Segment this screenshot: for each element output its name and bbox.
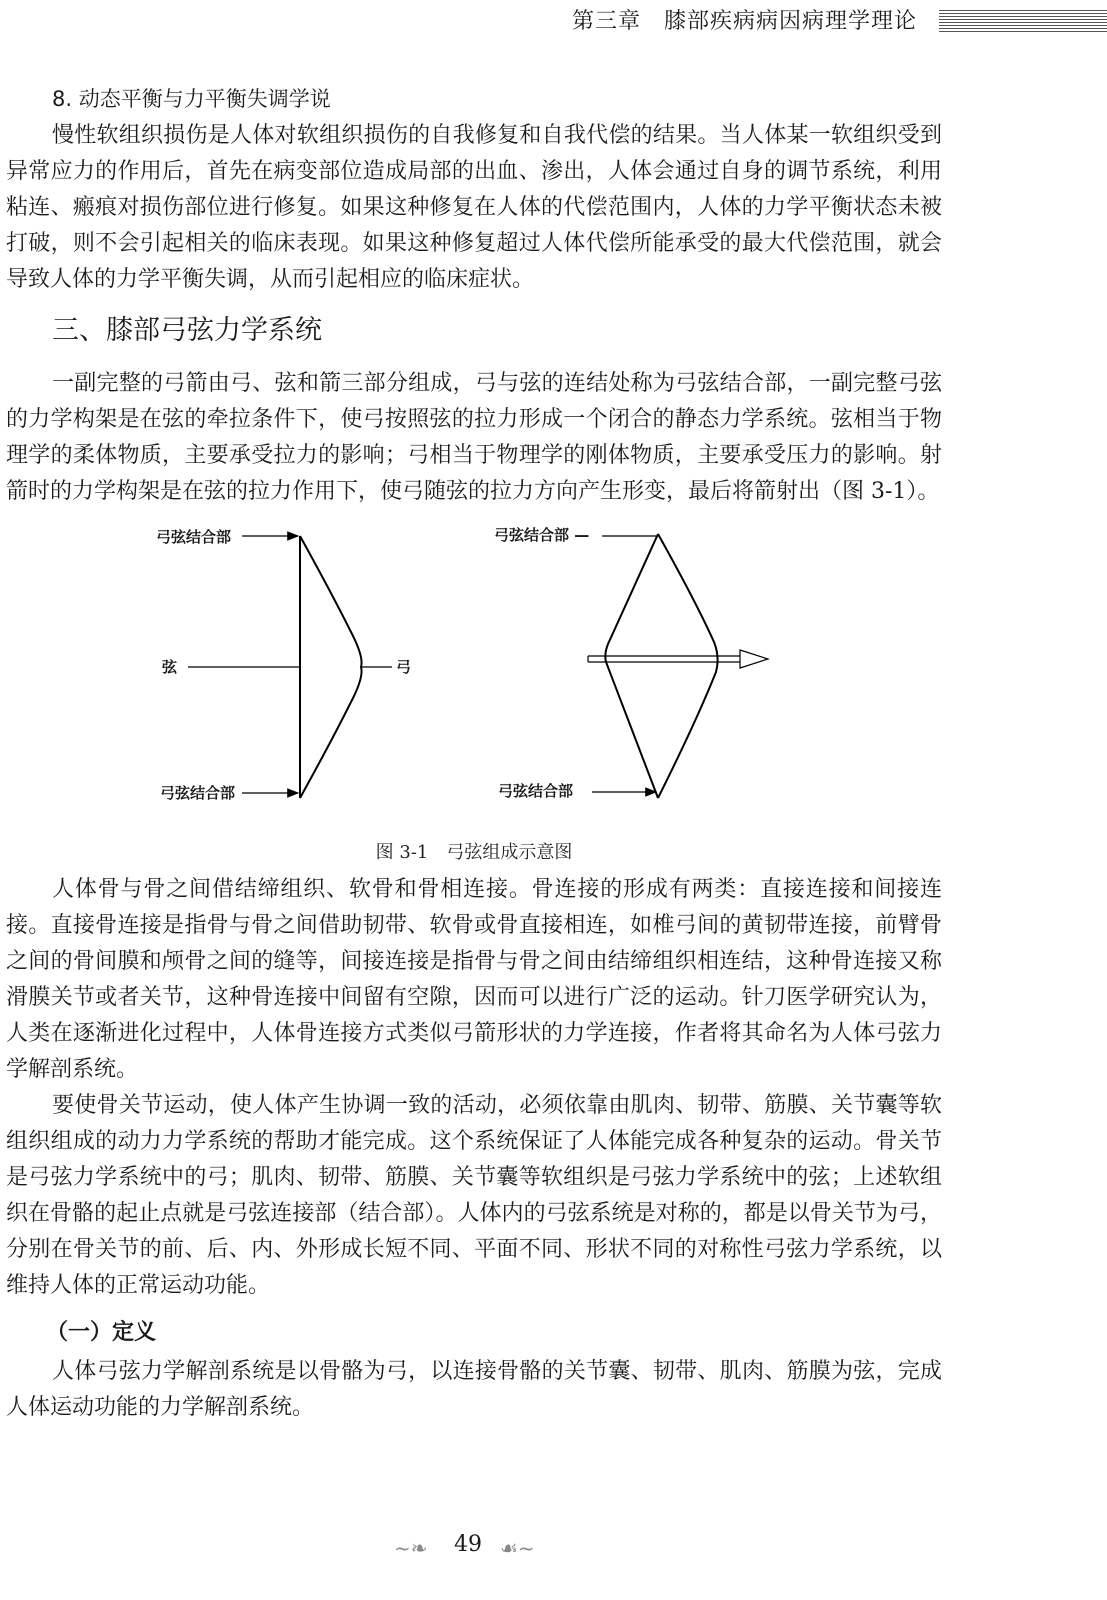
label-bow: 弓 bbox=[396, 658, 412, 676]
page-content bbox=[6, 80, 942, 1426]
bow-diagram-svg bbox=[6, 522, 942, 832]
right-flourish-icon: ☙~ bbox=[500, 1536, 535, 1560]
section-title: 三、膝部弓弦力学系统 bbox=[52, 315, 322, 346]
left-bow-curve bbox=[300, 536, 362, 798]
chapter-title: 第三章 膝部疾病病因病理学理论 bbox=[571, 9, 917, 34]
paragraph-bone-connection: 人体骨与骨之间借结缔组织、软骨和骨相连接。骨连接的形成有两类：直接连接和间接连接。直接骨连接是指骨与骨之间借助韧带、软骨或骨直接相连，如椎弓间的黄韧带连接，前臂骨之间的骨间膜和颅骨之间的缝等，间接连接是指骨与骨之间由结缔组织相连结，这种骨连接又称滑膜关节或者关节，这种骨连接中间留有空隙，因而可以进行广泛的运动。针刀医学研究认为，人类在逐渐进化过程中，人体骨连接方式类似弓箭形状的力学连接，作者将其命名为人体弓弦力学解剖系统。 bbox=[6, 877, 942, 1082]
subsection-heading-8: 8. 动态平衡与力平衡失调学说 bbox=[52, 87, 331, 111]
arrow-head bbox=[740, 650, 768, 668]
figure-bow-string-diagram bbox=[6, 522, 942, 872]
label-right-top-junction: 弓弦结合部 — bbox=[494, 526, 590, 544]
paragraph-dynamic-balance: 慢性软组织损伤是人体对软组织损伤的自我修复和自我代偿的结果。当人体某一软组织受到异常应力的作用后，首先在病变部位造成局部的出血、渗出，人体会通过自身的调节系统，利用粘连、瘢痕对损伤部位进行修复。如果这种修复在人体的代偿范围内，人体的力学平衡状态未被打破，则不会引起相关的临床表现。如果这种修复超过人体代偿所能承受的最大代偿范围，就会导致人体的力学平衡失调，从而引起相应的临床症状。 bbox=[6, 123, 942, 292]
left-flourish-icon: ~❧ bbox=[394, 1536, 428, 1560]
label-left-bottom-junction: 弓弦结合部 bbox=[160, 784, 236, 802]
paragraph-joint-motion: 要使骨关节运动，使人体产生协调一致的活动，必须依靠由肌肉、韧带、筋膜、关节囊等软组织组成的动力力学系统的帮助才能完成。这个系统保证了人体能完成各种复杂的运动。骨关节是弓弦力学系统中的弓；肌肉、韧带、筋膜、关节囊等软组织是弓弦力学系统中的弦；上述软组织在骨骼的起止点就是弓弦连接部（结合部）。人体内的弓弦系统是对称的，都是以骨关节为弓，分别在骨关节的前、后、内、外形成长短不同、平面不同、形状不同的对称性弓弦力学系统，以维持人体的正常运动功能。 bbox=[6, 1093, 942, 1298]
definition-heading: （一）定义 bbox=[46, 1319, 157, 1345]
label-string: 弦 bbox=[162, 658, 178, 676]
header-decorative-lines bbox=[939, 10, 1107, 32]
label-left-top-junction: 弓弦结合部 bbox=[156, 528, 232, 546]
page-header bbox=[0, 0, 1107, 40]
paragraph-definition: 人体弓弦力学解剖系统是以骨骼为弓，以连接骨骼的关节囊、韧带、肌肉、筋膜为弦，完成人体运动功能的力学解剖系统。 bbox=[6, 1359, 942, 1420]
right-bow-curve bbox=[605, 534, 658, 798]
page-number: 49 bbox=[454, 1532, 482, 1557]
right-bowstring-curve bbox=[658, 534, 718, 798]
label-right-bottom-junction: 弓弦结合部 bbox=[498, 782, 574, 800]
paragraph-bow-arrow: 一副完整的弓箭由弓、弦和箭三部分组成，弓与弦的连结处称为弓弦结合部，一副完整弓弦的力学构架是在弦的牵拉条件下，使弓按照弦的拉力形成一个闭合的静态力学系统。弦相当于物理学的柔体物质，主要承受拉力的影响；弓相当于物理学的刚体物质，主要承受压力的影响。射箭时的力学构架是在弦的拉力作用下，使弓随弦的拉力方向产生形变，最后将箭射出（图 3-1）。 bbox=[6, 371, 942, 504]
figure-caption: 图 3-1 弓弦组成示意图 bbox=[375, 842, 573, 863]
